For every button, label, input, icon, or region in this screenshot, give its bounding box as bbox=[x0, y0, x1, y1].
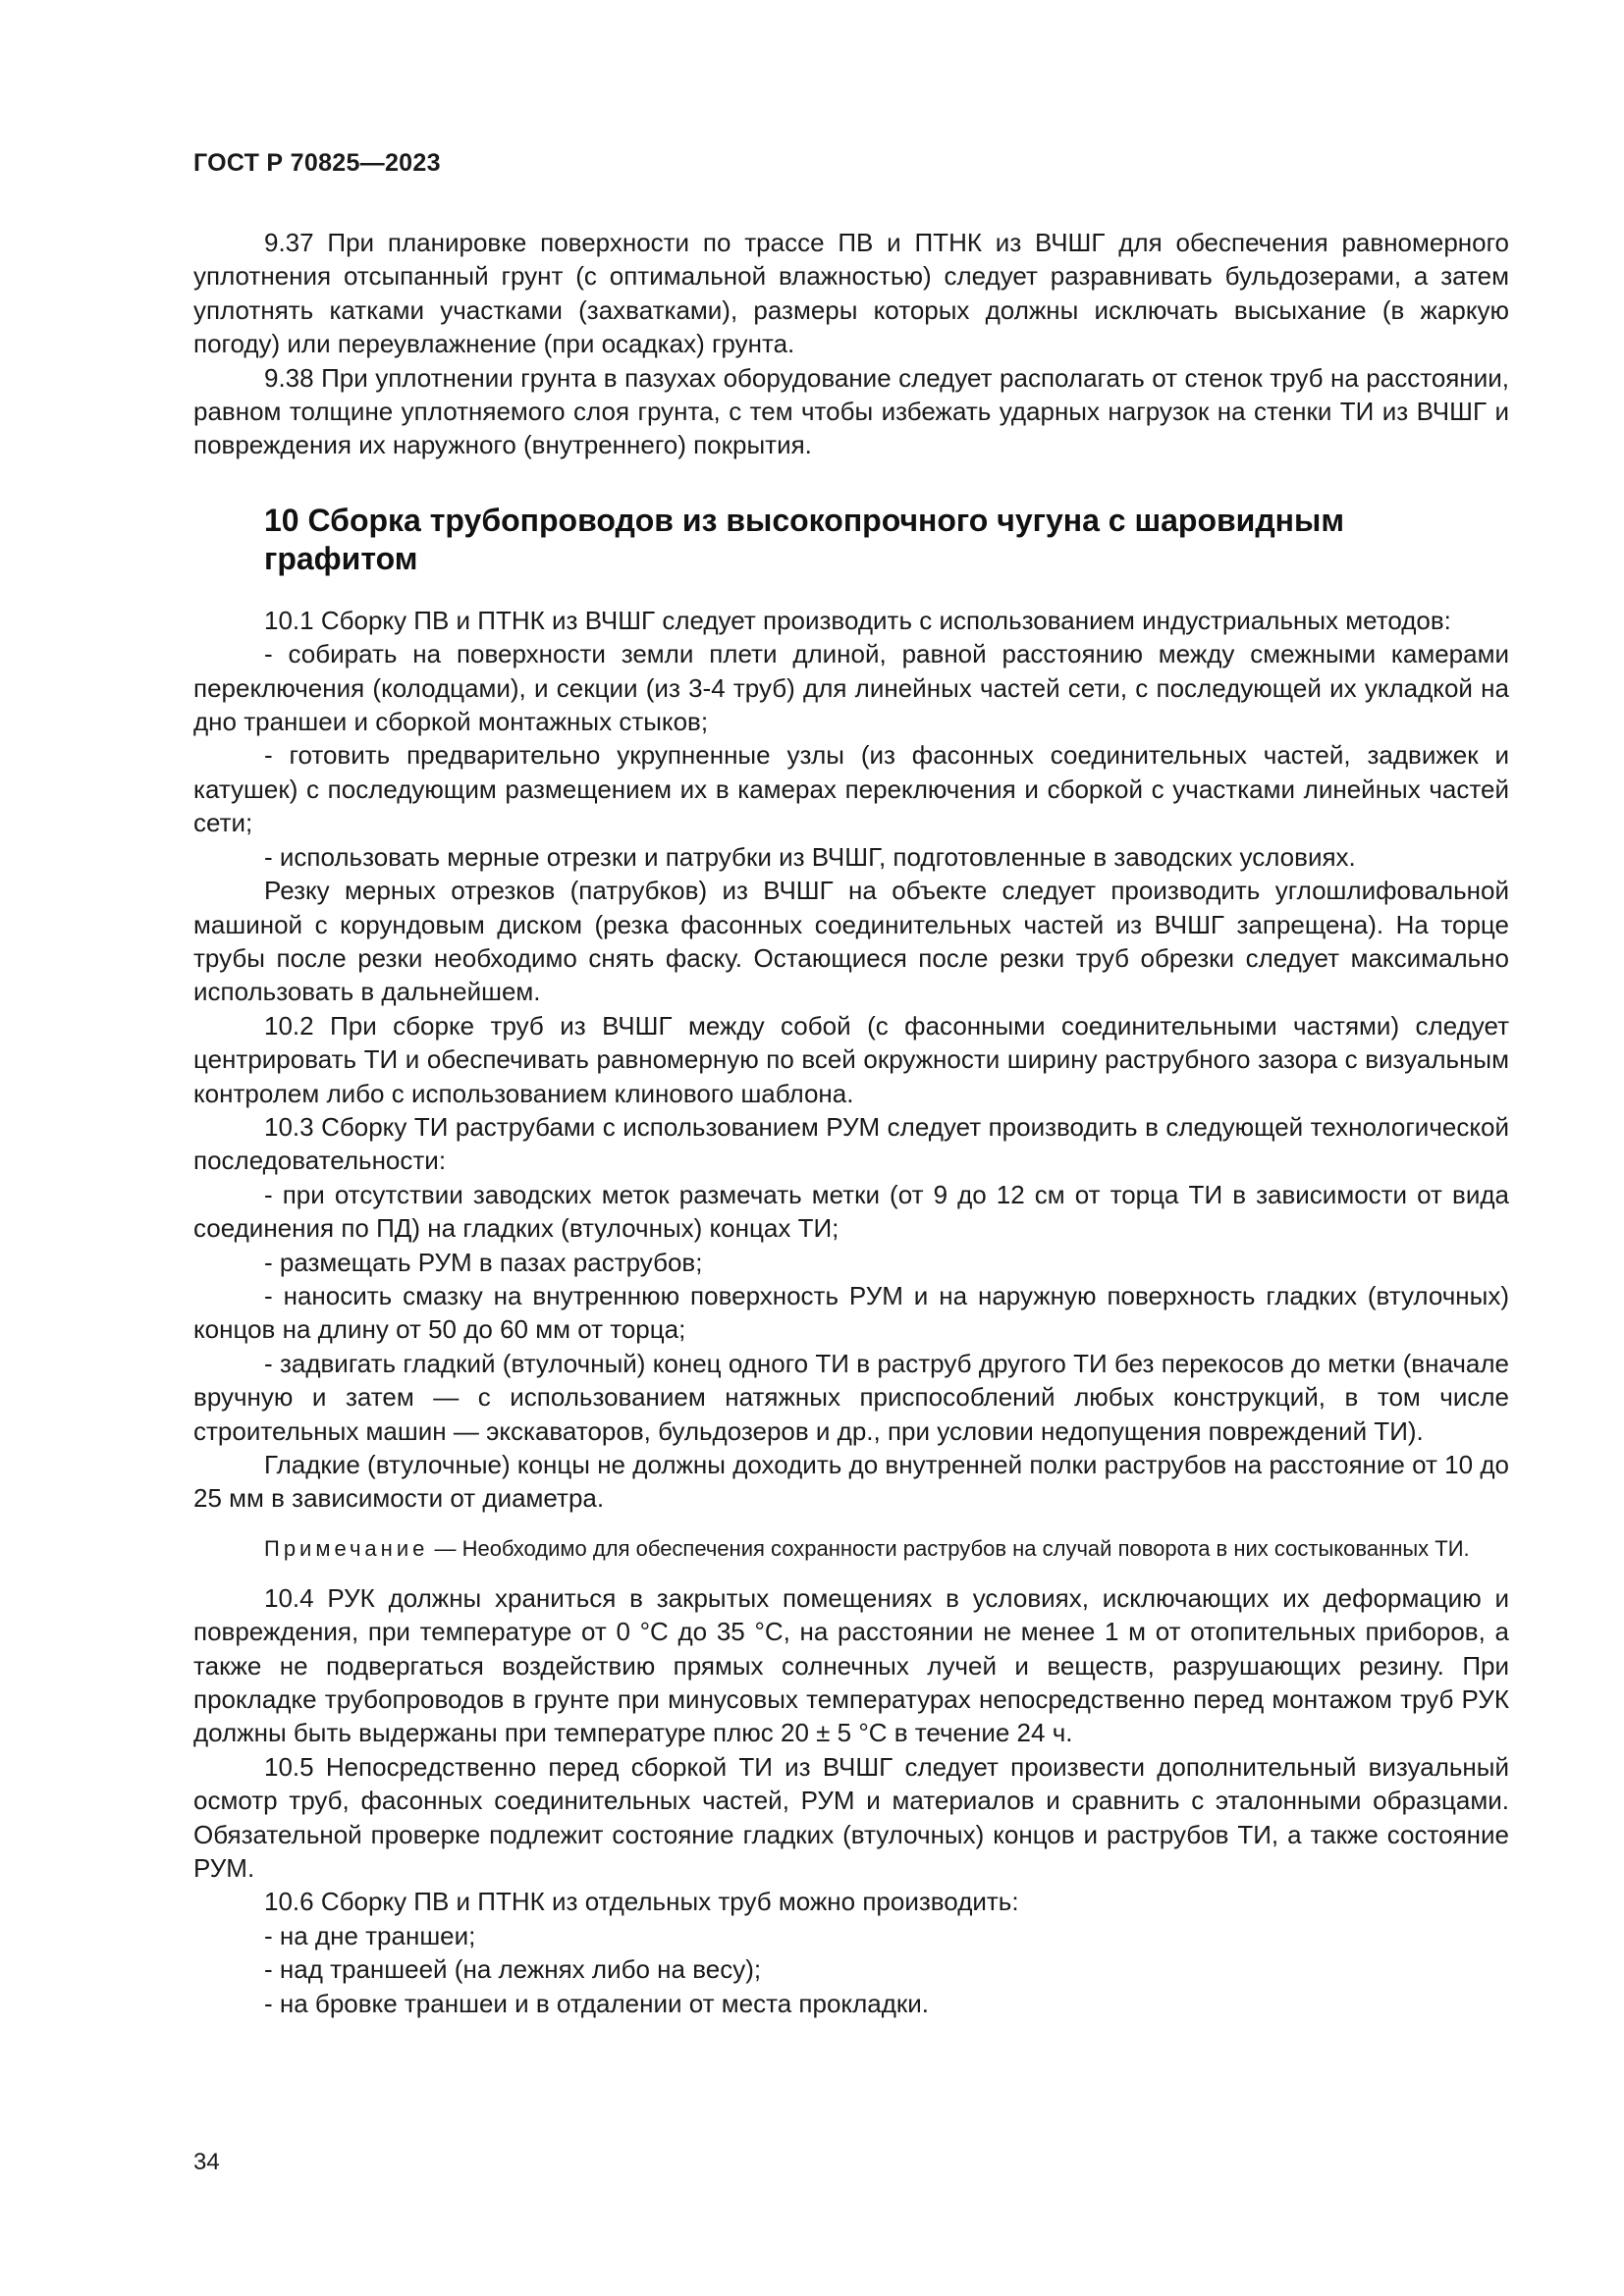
section-10-title bbox=[264, 502, 1509, 578]
section-10-title-line2: графитом bbox=[264, 540, 418, 576]
list-item-10-3-d: - задвигать гладкий (втулочный) конец одного ТИ в раструб другого ТИ без перекосов до метки (вначале вручную и затем — с использованием натяжных приспособлений любых конструкций, в том числе строительных машин — экскаваторов, бульдозеров и др., при условии недопущения повреждений ТИ). bbox=[193, 1348, 1509, 1446]
paragraph-10-4: 10.4 РУК должны храниться в закрытых помещениях в условиях, исключающих их деформацию и повреждения, при температуре от 0 °С до 35 °С, на расстоянии не менее 1 м от отопительных приборов, а также не подвергаться воздействию прямых солнечных лучей и веществ, разрушающих резину. При прокладке трубопроводов в грунте при минусовых температурах непосредственно перед монтажом труб РУК должны быть выдержаны при температуре плюс 20 ± 5 °С в течение 24 ч. bbox=[193, 1582, 1509, 1748]
list-item-10-1-a: - собирать на поверхности земли плети длиной, равной расстоянию между смежными камерами переключения (колодцами), и секции (из 3-4 труб) для линейных частей сети, с последующей их укладкой на дно траншеи и сборкой монтажных стыков; bbox=[193, 639, 1509, 737]
document-body bbox=[193, 226, 1509, 2020]
paragraph-9-37: 9.37 При планировке поверхности по трассе ПВ и ПТНК из ВЧШГ для обеспечения равномерного уплотнения отсыпанный грунт (с оптимальной влажностью) следует разравнивать бульдозерами, а затем уплотнять катками участками (захватками), размеры которых должны исключать высыхание (в жаркую погоду) или переувлажнение (при осадках) грунта. bbox=[193, 228, 1509, 359]
list-item-10-1-b: - готовить предварительно укрупненные узлы (из фасонных соединительных частей, задвижек и катушек) с последующим размещением их в камерах переключения и сборкой с участками линейных частей сети; bbox=[193, 740, 1509, 838]
paragraph-10-6: 10.6 Сборку ПВ и ПТНК из отдельных труб можно производить: bbox=[264, 1887, 1019, 1917]
list-item-10-3-c: - наносить смазку на внутреннюю поверхность РУМ и на наружную поверхность гладких (втулочных) концов на длину от 50 до 60 мм от торца; bbox=[193, 1280, 1509, 1345]
paragraph-10-1-cutting: Резку мерных отрезков (патрубков) из ВЧШГ на объекте следует производить углошлифовальной машиной с корундовым диском (резка фасонных соединительных частей из ВЧШГ запрещена). На торце трубы после резки необходимо снять фаску. Остающиеся после резки труб обрезки следует максимально использовать в дальнейшем. bbox=[193, 876, 1509, 1007]
note-label: Примечание bbox=[264, 1535, 429, 1561]
paragraph-10-1: 10.1 Сборку ПВ и ПТНК из ВЧШГ следует производить с использованием индустриальных методов: bbox=[264, 605, 1451, 635]
paragraph-10-2: 10.2 При сборке труб из ВЧШГ между собой (с фасонными соединительными частями) следует центрировать ТИ и обеспечивать равномерную по всей окружности ширину раструбного зазора с визуальным контролем либо с использованием клинового шаблона. bbox=[193, 1010, 1509, 1108]
list-item-10-6-a: - на дне траншеи; bbox=[264, 1920, 476, 1950]
paragraph-10-3: 10.3 Сборку ТИ раструбами с использованием РУМ следует производить в следующей технологической последовательности: bbox=[193, 1111, 1509, 1176]
paragraph-10-3-ends: Гладкие (втулочные) концы не должны доходить до внутренней полки раструбов на расстояние от 10 до 25 мм в зависимости от диаметра. bbox=[193, 1450, 1509, 1514]
document-page bbox=[193, 0, 1509, 2296]
page-number: 34 bbox=[193, 2149, 220, 2175]
list-item-10-3-b: - размещать РУМ в пазах раструбов; bbox=[264, 1247, 703, 1277]
paragraph-9-38: 9.38 При уплотнении грунта в пазухах оборудование следует располагать от стенок труб на расстоянии, равном толщине уплотняемого слоя грунта, с тем чтобы избежать ударных нагрузок на стенки ТИ из ВЧШГ и повреждения их наружного (внутреннего) покрытия. bbox=[193, 362, 1509, 460]
list-item-10-1-c: - использовать мерные отрезки и патрубки из ВЧШГ, подготовленные в заводских условиях. bbox=[264, 841, 1356, 872]
list-item-10-6-c: - на бровке траншеи и в отдалении от места прокладки. bbox=[264, 1988, 930, 2018]
list-item-10-6-b: - над траншеей (на лежнях либо на весу); bbox=[264, 1954, 762, 1985]
note bbox=[193, 1533, 1509, 1564]
document-code-header: ГОСТ Р 70825—2023 bbox=[193, 149, 441, 177]
list-item-10-3-a: - при отсутствии заводских меток размечать метки (от 9 до 12 см от торца ТИ в зависимости от вида соединения по ПД) на гладких (втулочных) концах ТИ; bbox=[193, 1179, 1509, 1244]
section-10-title-line1: 10 Сборка трубопроводов из высокопрочного чугуна с шаровидным bbox=[264, 502, 1344, 538]
note-text: — Необходимо для обеспечения сохранности раструбов на случай поворота в них состыкованных ТИ. bbox=[428, 1535, 1470, 1561]
paragraph-10-5: 10.5 Непосредственно перед сборкой ТИ из ВЧШГ следует произвести дополнительный визуальный осмотр труб, фасонных соединительных частей, РУМ и материалов и сравнить с эталонными образцами. Обязательной проверке подлежит состояние гладких (втулочных) концов и раструбов ТИ, а также состояние РУМ. bbox=[193, 1751, 1509, 1884]
